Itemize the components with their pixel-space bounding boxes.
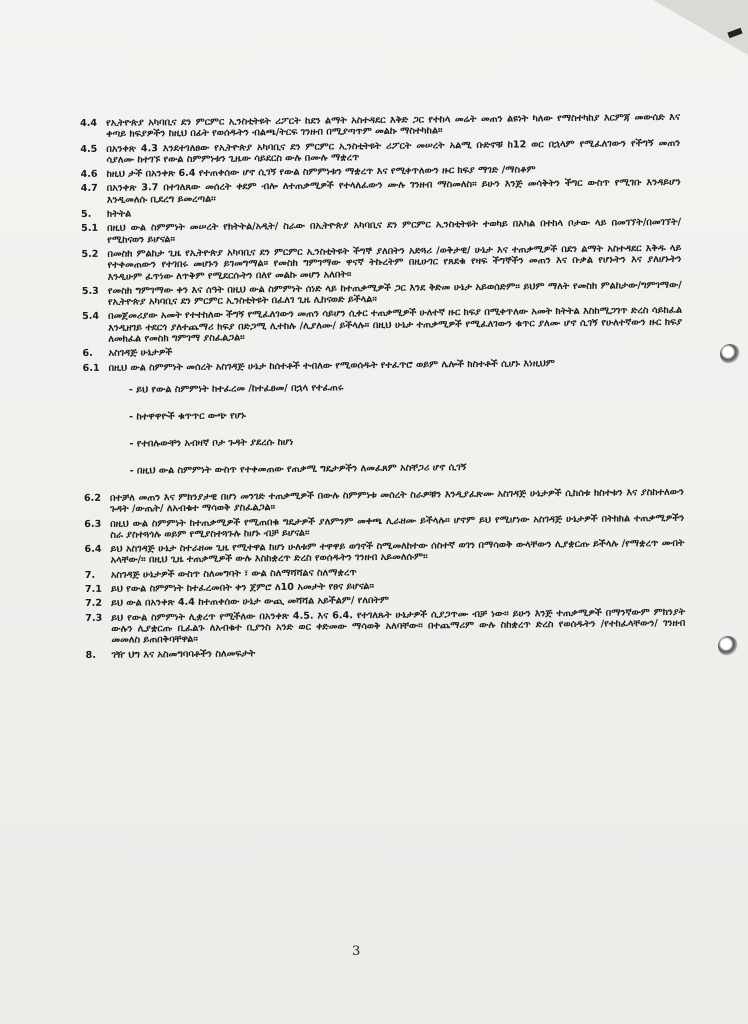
clause-text: ገዥ ህግ እና አስመግባባቶችን ስለመፍታት [111, 647, 256, 661]
clause-number: 7. [84, 569, 96, 581]
clause-text: በዚህ ውል ስምምነት መሠረት የክትትል/አዲት/ ስራው በኢትዮጵያ አካባቢና ደን ምርምር ኢንስቲትዩት ተወካይ በአካል በተከላ ቦታው ላይ በመገኘት/በመገኘት/ የሚከናወን ይሆናል፡፡ [107, 217, 682, 246]
clause-item [84, 487, 684, 516]
clause-item [81, 217, 681, 246]
clause-item [84, 512, 684, 541]
condition-bullet: - በዚህ ውል ስምምነት ውስጥ የተቀመጠው የጠቃሚ ግዴታዎችን ለመፈጸም አስቸጋሪ ሆኖ ሲገኝ [129, 461, 467, 477]
clause-text: ይህ አስገዳጅ ሁኔታ ስተራዘመ ጊዜ የሚተዋል ከሆነ ሁለቱም ተዋዋይ ወገኖች ስሚመለከተው ሰስተኛ ወገን በማሳወቅ ውላቸውን ሊያቋርጡ ይችላሉ /የማቋረጥ መብት አላቸው/፡፡ በዚህ ጊዜ ተጠቃሚዎች ውሉ እስከቋረጥ ድረስ የወሰዱትን ገንዘብ አይመለሱም፡፡ [110, 537, 685, 567]
clause-text: በአንቀጽ 4.3 እንደተገለፀው የኢትዮጵያ አካባቢና ደን ምርምር ኢንስቲትዩት ሪፖርት መሠረት አልሚ ቡድኖቹ ከ12 ወር በኋላም የሚፈለገውን የችግኝ መጠን ሳያለሙ ከተገኙ የውል ስምምነቱን ጊዜው ሳይደርስ ውሉ በሙሉ ማቋረጥ [106, 137, 681, 166]
clause-item [80, 137, 680, 166]
section-items-lower [84, 487, 686, 661]
clause-item [80, 112, 680, 141]
clause-item [82, 280, 682, 309]
condition-bullet-list [83, 371, 684, 477]
clause-text: የኢትዮጵያ አካባቢና ደን ምርምር ኢንስቲትዩት ሪፖርት ከደን ልማት አስተዳደር እቅድ ጋር የተከላ መሬት መጠን ልዩነት ካለው የማስተካከያ እርምጃ መውሰድ እና ቀጣይ ክፍያዎችን ከዚህ በፊት የወሰዱትን ብልጫ/ትርፍ ገንዘብ በሚያጣጥም መልኩ ማስተካከል፡፡ [105, 111, 681, 141]
clause-number: 4.7 [80, 183, 98, 195]
clause-text: አስገዳጅ ሁኔታዎች [108, 347, 173, 360]
section-heading [86, 643, 686, 661]
clause-item [81, 177, 681, 206]
clause-number: 6.3 [84, 518, 102, 530]
clause-number: 4.5 [80, 143, 98, 155]
clause-text: በአንቀጽ 3.7 በተገለጸው መሰረት ቀደም ብሎ ለተጠቃሚዎች የተላለፈውን ሙሉ ገንዘብ ማስመለስ፡፡ ይሁን እንጅ መሳቅትን ችግር ውስጥ የሚገቡ እንዳይሆን እንዲመለሱ ቢደረግ ይመረጣል፡፡ [106, 177, 681, 206]
clause-number: 4.4 [80, 117, 98, 129]
clause-number: 6.4 [84, 543, 102, 556]
clause-number: 5.3 [81, 285, 99, 297]
clause-number: 6.1 [82, 362, 100, 374]
clause-text: በዚህ ውል ስምምነት መሰረት አስገዳጅ ሁኔታ ከሰተቶች ተብለው የሚወሰዱት የተፈጥሮ ወይም ሌሎች ክስተቶች ሲሆኑ እነዚህም [108, 357, 555, 374]
clause-number: 7.1 [84, 583, 102, 595]
clause-item [85, 606, 685, 646]
punch-hole-upper [720, 344, 740, 364]
condition-bullet: - ከተዋዋዮች ቁጥጥር ውጭ የሆኑ [129, 410, 246, 423]
clause-text: ክትትል [106, 208, 132, 220]
clause-number: 5.2 [81, 248, 99, 260]
clause-text: በተቻለ መጠን እና ምክንያታዊ በሆነ መንገድ ተጠቃሚዎች በውሉ ስምምነቱ መሰረት ስራዎቹን እንዲያፈጽሙ አስገዳጅ ሁኔታዎች ሲከሰቱ ክስተቱን እና ያስከተለውን ጉዳት /ውጤት/ ለአብቁተ ማሳወቅ ያስፈልጋል፡፡ [109, 486, 685, 515]
clause-number: 7.3 [85, 612, 103, 624]
punch-hole-lower [718, 636, 738, 656]
section-items-upper [80, 112, 683, 374]
clause-text: ይህ የውል ስምምነት ከተፈረመበት ቀን ጀምሮ ለ10 አመታት የፀና ይሆናል፡፡ [110, 580, 375, 595]
clause-text: በዚህ ውል ስምምነት ከተጠቃሚዎች የሚጠበቁ ግዴታዎች ያለምንም መቀጫ ሊራዘሙ ይችላሉ፡፡ ሆኖም ይህ የሚሆነው አስገዳጅ ሁኔታዎች በትክክል ተጠቃሚዎችን ስራ ያስተጓጎሉ ወይም የሚያስተጓጉሉ ከሆኑ ብቻ ይሆናል፡፡ [110, 512, 685, 541]
clause-number: 6. [82, 348, 93, 360]
clause-number: 5.4 [82, 311, 100, 323]
clause-item [82, 305, 682, 345]
document-body [80, 112, 686, 664]
clause-item [84, 538, 684, 567]
clause-text: ከዚህ ታች በአንቀጽ 6.4 የተጠቀሰው ሆኖ ሲገኝ የውል ስምምነቱን ማቋረጥ እና የሚቀጥለውን ዙር ክፍያ ማገድ /ማስቆም [106, 164, 536, 180]
page-number: 3 [352, 944, 361, 959]
clause-text: በመስክ ምልከታ ጊዜ የኢትዮጵያ አካባቢና ደን ምርምር ኢንስቲትዩት ችግኞ ያለበትን አድጓሪ /ወቅታዊ/ ሁኔታ እና ተጠቃሚዎች በደን ልማት አስተዳደር እቅዱ ላይ የተቀመጠውን የተገበሩ መሆኑን ይገመግማል፡፡ የመስክ ግምገማው ዋናኛ ትኩረትም በዚሁገር የጸደቁ የዛፍ ችግኞችን መጠን እና ቡቃል የሆኑትን እና ያለሆኑትን እንዲሁም ፈጥነው ለጥቅም የሚደርሱትን በለየ መልኩ መሆን አለበት፡፡ [107, 242, 682, 283]
clause-item [81, 243, 681, 283]
clause-number: 8. [85, 649, 97, 661]
clause-number: 6.2 [83, 492, 102, 504]
clause-text: አስገዳጅ ሁኔታዎች ውስጥ ስለመግባት ፣ ውል ስለማሻሻልና ስለማቋረጥ [110, 566, 357, 581]
clause-text: በመጀመሪያው አመት የተተከለው ችግኝ የሚፈለገውን መጠን ሳይሆን ሲቀር ተጠቃሚዎች ሁለተኛ ዙር ክፍያ በሚቀጥለው አመት ክትትል እስከሚጋገጥ ድረስ ሳይከፈል እንዲዘገይ ተደርጎ ያለተጨማሪ ክፍያ በድጋሚ ሊተከሉ /ሊያለሙ/ ይችላሉ፡፡ በዚህ ሁኔታ ተጠቃሚዎች የሚፈለገውን ቁጥር ያለሙ ሆኖ ሲገኝ የሁለተኛውን ዙር ክፍያ ለመክፈል የመስክ ግምገማ ያስፈልጋል፡፡ [108, 305, 683, 345]
clause-text: ይህ የውል ስምምነት ሊቋረጥ የሚችለው በአንቀጽ 4.5. እና 6.4. የተገለጹት ሁኔታዎች ሲያጋጥሙ ብቻ ነው፡፡ ይሁን እንጅ ተጠቃሚዎች በማንኛውም ምክንያት ውሉን ሊያቋርጡ ቢፈልጉ ለአብቁተ ቢያንስ አንድ ወር ቀድመው ማሳወቅ አለባቸው፡፡ በተጨማሪም ውሉ ስከቋረጥ ድረስ የወሰዱትን /የተከፈላቸውን/ ገንዘብ መመለስ ይጠበቅባቸዋል፡፡ [111, 606, 686, 646]
clause-text: የመስክ ግምገማው ቀን እና ሰዓት በዚህ ውል ስምምነት ሰነድ ላይ ከተጠቃሚዎች ጋር እንደ ቅድመ ሁኔታ አይወሰድም፡፡ ይህም ማለት የመስክ ምልከታው/ግምገማው/ የኢትዮጵያ አካባቢና ደን ምርምር ኢንስቲትዩት በፈለገ ጊዜ ሊከናወድ ይችላል፡፡ [107, 279, 682, 308]
clause-number: 5. [80, 208, 92, 221]
condition-bullet: - የተበሉውቸን አብዛኛ ቦታ ጉዳት ያደረሱ ከሆነ [129, 436, 294, 450]
condition-bullet: - ይህ የውል ስምምነት ከተፈረመ /ከተፈፀመ/ በኋላ የተፈጠሩ [128, 382, 344, 396]
clause-text: ይህ ውል በአንቀጽ 4.4 ከተጠቀሰው ሁኔታ ውጪ መሻሻል አይችልም/ የለበትም [111, 595, 389, 610]
page-corner-fold [653, 0, 748, 55]
clause-number: 4.6 [80, 169, 98, 181]
clause-number: 5.1 [81, 223, 99, 235]
clause-number: 7.2 [85, 598, 103, 610]
